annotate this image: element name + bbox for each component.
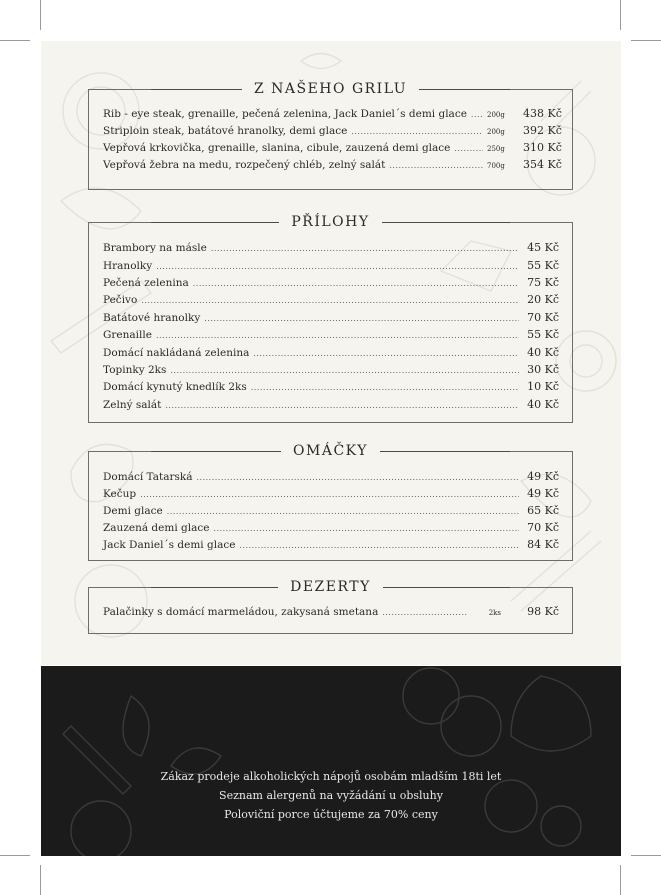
menu-item — [103, 603, 559, 620]
menu-item — [103, 502, 559, 519]
menu-item — [103, 291, 559, 308]
dot-leader — [204, 310, 519, 327]
menu-item — [103, 274, 559, 291]
menu-item-price: 65 Kč — [527, 504, 559, 517]
dot-leader — [165, 397, 519, 414]
crop-mark — [40, 865, 41, 895]
menu-item-price: 40 Kč — [527, 398, 559, 411]
menu-item-weight: 200g — [487, 128, 505, 136]
dot-leader — [140, 486, 519, 503]
menu-item-name: Demi glace — [103, 505, 163, 517]
menu-item-name: Domácí kynutý knedlík 2ks — [103, 381, 247, 393]
menu-item — [103, 361, 559, 378]
footer-line-half-portion: Poloviční porce účtujeme za 70% ceny — [224, 808, 438, 821]
dot-leader — [251, 379, 519, 396]
section-grill — [88, 81, 573, 190]
crop-mark — [631, 40, 661, 41]
crop-mark — [631, 855, 661, 856]
menu-item-name: Pečivo — [103, 294, 138, 306]
dot-leader — [389, 157, 483, 174]
dot-leader — [193, 275, 519, 292]
section-title-grill: Z NAŠEHO GRILU — [89, 80, 572, 98]
menu-item-price: 10 Kč — [527, 380, 559, 393]
menu-item — [103, 239, 559, 256]
menu-item-price: 392 Kč — [523, 124, 562, 137]
dot-leader — [156, 258, 519, 275]
footer-notice — [41, 767, 621, 824]
dot-leader — [471, 106, 483, 123]
section-title-sauces: OMÁČKY — [89, 442, 572, 460]
crop-mark — [0, 40, 30, 41]
dot-leader — [454, 140, 483, 157]
menu-item-weight: 200g — [487, 111, 505, 119]
menu-item-name: Zauzená demi glace — [103, 522, 210, 534]
menu-item — [103, 309, 559, 326]
menu-item-price: 49 Kč — [527, 487, 559, 500]
menu-item — [103, 257, 559, 274]
dot-leader — [213, 520, 519, 537]
menu-item-weight: 700g — [487, 162, 505, 170]
section-sauces — [88, 443, 573, 561]
food-doodle-footer — [41, 666, 621, 856]
menu-item — [103, 519, 559, 536]
menu-item-name: Striploin steak, batátové hranolky, demi glace — [103, 125, 348, 137]
menu-item-name: Domácí Tatarská — [103, 471, 193, 483]
menu-item-name: Zelný salát — [103, 399, 162, 411]
menu-item — [103, 378, 559, 395]
menu-item — [103, 468, 559, 485]
section-desserts — [88, 579, 573, 634]
dot-leader — [170, 362, 519, 379]
footer-panel — [41, 666, 621, 856]
menu-item-name: Pečená zelenina — [103, 277, 189, 289]
menu-item — [103, 105, 562, 122]
menu-page — [41, 41, 621, 665]
menu-item-name: Kečup — [103, 488, 137, 500]
menu-item-name: Grenaille — [103, 329, 152, 341]
crop-mark — [620, 865, 621, 895]
menu-item — [103, 396, 559, 413]
menu-item-price: 438 Kč — [523, 107, 562, 120]
menu-item-name: Palačinky s domácí marmeládou, zakysaná smetana — [103, 606, 379, 618]
menu-item-price: 30 Kč — [527, 363, 559, 376]
crop-mark — [620, 0, 621, 30]
dot-leader — [382, 604, 466, 621]
dot-leader — [253, 345, 519, 362]
section-title-sides: PŘÍLOHY — [89, 213, 572, 231]
dot-leader — [141, 292, 519, 309]
menu-item-price: 55 Kč — [527, 259, 559, 272]
menu-item — [103, 156, 562, 173]
menu-item-name: Batátové hranolky — [103, 312, 201, 324]
dot-leader — [351, 123, 483, 140]
menu-item-name: Vepřová krkovička, grenaille, slanina, cibule, zauzená demi glace — [103, 142, 451, 154]
menu-item-price: 75 Kč — [527, 276, 559, 289]
menu-item-price: 40 Kč — [527, 346, 559, 359]
crop-mark — [0, 855, 30, 856]
dot-leader — [197, 469, 520, 486]
menu-item-price: 98 Kč — [527, 605, 559, 618]
menu-item — [103, 485, 559, 502]
menu-item-price: 55 Kč — [527, 328, 559, 341]
menu-item-weight: 250g — [487, 145, 505, 153]
menu-item-quantity: 2ks — [488, 609, 501, 617]
section-sides — [88, 214, 573, 423]
menu-item-name: Domácí nakládaná zelenina — [103, 347, 250, 359]
menu-item-price: 354 Kč — [523, 158, 562, 171]
menu-item-price: 45 Kč — [527, 241, 559, 254]
dot-leader — [156, 327, 519, 344]
dot-leader — [167, 503, 519, 520]
menu-item-name: Hranolky — [103, 260, 153, 272]
menu-item-name: Vepřová žebra na medu, rozpečený chléb, zelný salát — [103, 159, 386, 171]
section-title-desserts: DEZERTY — [89, 578, 572, 596]
footer-line-allergens: Seznam alergenů na vyžádání u obsluhy — [219, 789, 443, 802]
menu-item-price: 70 Kč — [527, 521, 559, 534]
menu-item-name: Jack Daniel´s demi glace — [103, 539, 236, 551]
menu-item-price: 20 Kč — [527, 293, 559, 306]
menu-item-price: 84 Kč — [527, 538, 559, 551]
menu-item — [103, 139, 562, 156]
menu-item — [103, 326, 559, 343]
dot-leader — [211, 240, 519, 257]
menu-item-price: 310 Kč — [523, 141, 562, 154]
menu-item-name: Topinky 2ks — [103, 364, 167, 376]
footer-line-alcohol: Zákaz prodeje alkoholických nápojů osobám mladším 18ti let — [160, 770, 502, 783]
menu-item — [103, 344, 559, 361]
crop-mark — [40, 0, 41, 30]
menu-item-price: 49 Kč — [527, 470, 559, 483]
menu-item-price: 70 Kč — [527, 311, 559, 324]
menu-item-name: Rib - eye steak, grenaille, pečená zelenina, Jack Daniel´s demi glace — [103, 108, 467, 120]
dot-leader — [239, 537, 519, 554]
menu-item-name: Brambory na másle — [103, 242, 207, 254]
menu-item — [103, 122, 562, 139]
menu-item — [103, 536, 559, 553]
